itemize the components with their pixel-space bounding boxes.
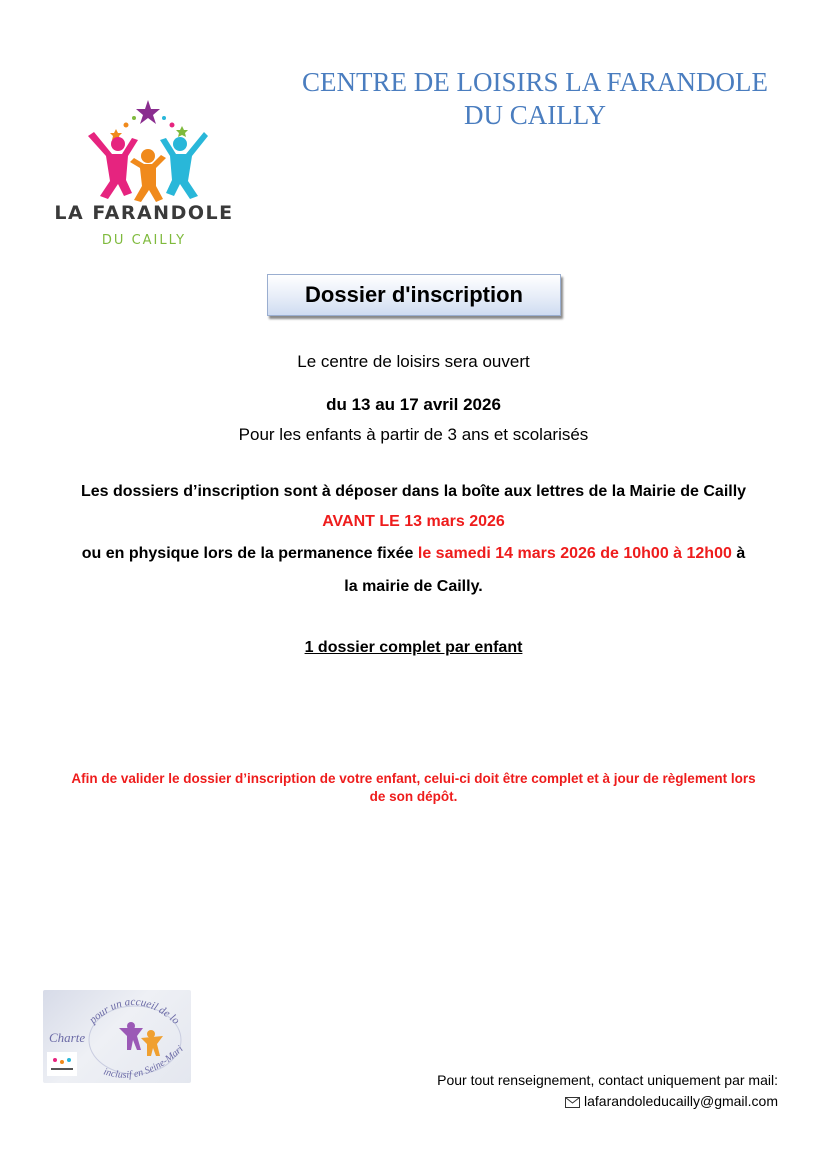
deadline-text: AVANT LE 13 mars 2026 bbox=[322, 513, 505, 530]
charte-badge-graphic bbox=[43, 990, 191, 1083]
header-title-line1: CENTRE DE LOISIRS LA FARANDOLE bbox=[301, 67, 768, 97]
document-title-box bbox=[267, 274, 561, 316]
validation-warning bbox=[14, 770, 813, 806]
per-child-note: 1 dossier complet par enfant bbox=[304, 639, 523, 656]
svg-text:pour un accueil de loisirs bbox=[43, 990, 182, 1027]
logo-text-main: LA FARANDOLE bbox=[54, 202, 234, 224]
charte-arc-text: pour un accueil de lo bbox=[87, 995, 182, 1027]
farandole-logo bbox=[48, 96, 243, 256]
contact-email-line bbox=[380, 1093, 778, 1109]
header-title-line2: DU CAILLY bbox=[463, 100, 607, 130]
physical-place: la mairie de Cailly. bbox=[344, 578, 483, 595]
warning-line2: de son dépôt. bbox=[369, 789, 458, 804]
envelope-icon bbox=[565, 1097, 580, 1108]
physical-suffix: à bbox=[736, 545, 746, 562]
document-title: Dossier d'inscription bbox=[305, 282, 523, 307]
physical-prefix: ou en physique lors de la permanence fixée bbox=[81, 545, 414, 562]
physical-date: le samedi 14 mars 2026 de 10h00 à 12h00 bbox=[417, 545, 732, 562]
physical-deposit-line bbox=[0, 545, 827, 563]
intro-text: Le centre de loisirs sera ouvert bbox=[297, 352, 530, 371]
charte-bottom-text: inclusif en Seine-Mari bbox=[102, 1043, 186, 1081]
deposit-instructions: Les dossiers d’inscription sont à déposer dans la boîte aux lettres de la Mairie de Cailly bbox=[80, 483, 747, 500]
opening-dates: du 13 au 17 avril 2026 bbox=[326, 395, 501, 414]
warning-line1: Afin de valider le dossier d’inscription de votre enfant, celui-ci doit être complet et à jour de règlement lors bbox=[71, 771, 756, 786]
contact-text: Pour tout renseignement, contact uniquement par mail: bbox=[437, 1072, 778, 1088]
charte-badge bbox=[43, 990, 191, 1083]
page-header bbox=[280, 66, 790, 132]
logo-text-sub: DU CAILLY bbox=[101, 233, 187, 248]
audience-text: Pour les enfants à partir de 3 ans et scolarisés bbox=[238, 425, 589, 444]
contact-email[interactable]: lafarandoleducailly@gmail.com bbox=[584, 1093, 778, 1109]
charte-word: Charte bbox=[49, 1030, 86, 1045]
